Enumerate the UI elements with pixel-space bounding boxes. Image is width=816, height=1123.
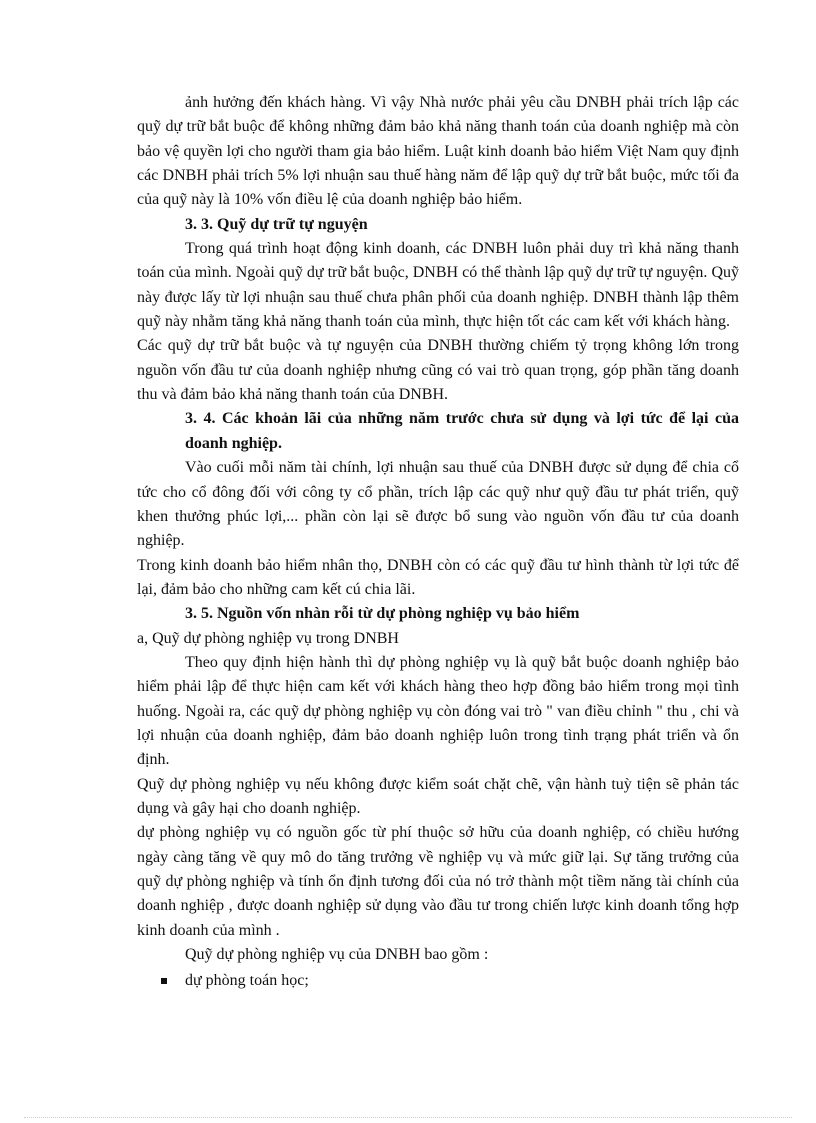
- document-page: [137, 91, 739, 994]
- paragraph-voluntary-reserve: Trong quá trình hoạt động kinh doanh, các DNBH luôn phải duy trì khả năng thanh toán của mình. Ngoài quỹ dự trữ bắt buộc, DNBH có thể thành lập quỹ dự trữ tự nguyện. Quỹ này được lấy từ lợi nhuận sau thuế chưa phân phối của doanh nghiệp. DNBH thành lập thêm quỹ này nhằm tăng khả năng thanh toán của mình, thực hiện tốt các cam kết với khách hàng.: [137, 240, 739, 331]
- page-bottom-divider: [24, 1117, 792, 1118]
- paragraph-reserve-proportion: Các quỹ dự trữ bắt buộc và tự nguyện của DNBH thường chiếm tỷ trọng không lớn trong nguồn vốn đầu tư của doanh nghiệp nhưng cũng có vai trò quan trọng, góp phần tăng doanh thu và đảm bảo khả năng thanh toán của DNBH.: [137, 337, 739, 404]
- paragraph-reserve-regulation: Theo quy định hiện hành thì dự phòng nghiệp vụ là quỹ bắt buộc doanh nghiệp bảo hiểm phải lập để thực hiện cam kết với khách hàng theo hợp đồng bảo hiểm trong mọi tình huống. Ngoài ra, các quỹ dự phòng nghiệp vụ còn đóng vai trò " van điều chỉnh " thu , chi và lợi nhuận của doanh nghiệp, đảm bảo doanh nghiệp luôn trong tình trạng phát triển và ổn định.: [137, 653, 739, 769]
- list-item-text: dự phòng toán học;: [185, 972, 309, 990]
- heading-3-4-retained-earnings: 3. 4. Các khoản lãi của những năm trước chưa sử dụng và lợi tức để lại của doanh nghiệp.: [185, 410, 739, 452]
- paragraph-reserve-origin: dự phòng nghiệp vụ có nguồn gốc từ phí thuộc sở hữu của doanh nghiệp, có chiều hướng ngày càng tăng về quy mô do tăng trưởng về nghiệp vụ và mức giữ lại. Sự tăng trưởng của quỹ dự phòng nghiệp và tính ổn định tương đối của nó trở thành một tiềm năng tài chính của doanh nghiệp , được doanh nghiệp sử dụng vào đầu tư trong chiến lược kinh doanh tổng hợp kinh doanh của mình .: [137, 824, 739, 939]
- paragraph-life-insurance-funds: Trong kinh doanh bảo hiểm nhân thọ, DNBH còn có các quỹ đầu tư hình thành từ lợi tức để lại, đảm bảo cho những cam kết cú chia lãi.: [137, 556, 739, 598]
- heading-3-5-technical-reserves: 3. 5. Nguồn vốn nhàn rỗi từ dự phòng nghiệp vụ bảo hiểm: [185, 605, 580, 623]
- list-item: [137, 969, 739, 993]
- square-bullet-icon: [161, 978, 167, 984]
- paragraph-year-end-profit: Vào cuối mỗi năm tài chính, lợi nhuận sau thuế của DNBH được sử dụng để chia cổ tức cho cổ đông đối với công ty cổ phần, trích lập các quỹ như quỹ đầu tư phát triển, quỹ khen thưởng phúc lợi,... phần còn lại sẽ được bổ sung vào nguồn vốn đầu tư của doanh nghiệp.: [137, 459, 739, 550]
- paragraph-reserve-components-intro: Quỹ dự phòng nghiệp vụ của DNBH bao gồm :: [185, 946, 489, 964]
- heading-3-3-voluntary-reserve: 3. 3. Quỹ dự trữ tự nguyện: [185, 215, 368, 233]
- paragraph-mandatory-reserve-end: ảnh hưởng đến khách hàng. Vì vậy Nhà nước phải yêu cầu DNBH phải trích lập các quỹ dự trữ bắt buộc để không những đảm bảo khả năng thanh toán của doanh nghiệp mà còn bảo vệ quyền lợi cho người tham gia bảo hiểm. Luật kinh doanh bảo hiểm Việt Nam quy định các DNBH phải trích 5% lợi nhuận sau thuế hàng năm để lập quỹ dự trữ bắt buộc, mức tối đa của quỹ này là 10% vốn điều lệ của doanh nghiệp bảo hiểm.: [137, 94, 739, 209]
- paragraph-reserve-control: Quỹ dự phòng nghiệp vụ nếu không được kiểm soát chặt chẽ, vận hành tuỳ tiện sẽ phản tác dụng và gây hại cho doanh nghiệp.: [137, 775, 739, 817]
- reserve-components-list: [137, 969, 739, 993]
- subheading-a-technical-reserve-fund: a, Quỹ dự phòng nghiệp vụ trong DNBH: [137, 629, 399, 647]
